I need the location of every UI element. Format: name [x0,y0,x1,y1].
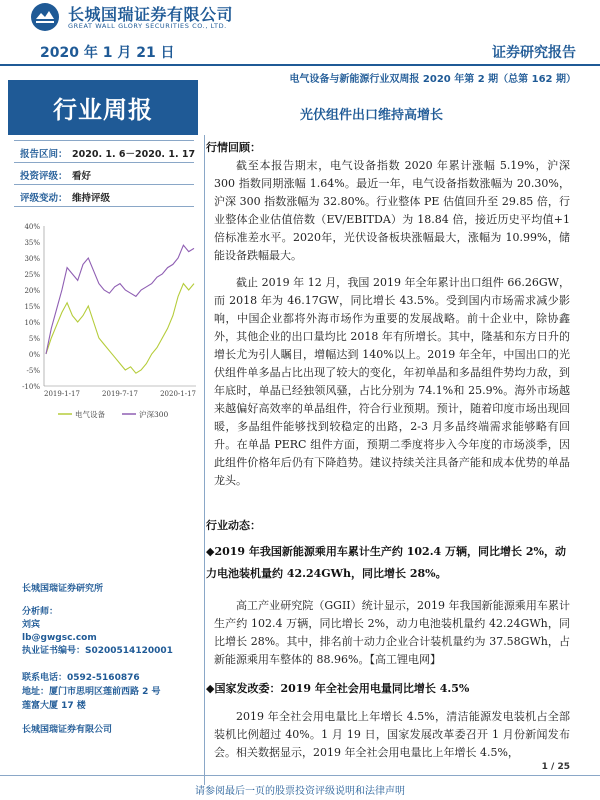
meta-divider [14,184,194,185]
news-1-body: 高工产业研究院（GGII）统计显示，2019 年我国新能源乘用车累计生产约 102.4 万辆，同比增长 2%，动力电池装机量约 42.24GWh，同比增长 28%。其中，排名前十动力企业合计装机量约为 37.58GWh，占新能源乘用车整体的 88.96%。【高工锂电网】 [214,599,570,666]
analyst-email[interactable]: lb@gwgsc.com [22,633,97,643]
y-tick-label: 35% [24,239,40,247]
analyst-cert: 执业证书编号：S0200514120001 [22,646,173,656]
index-performance-chart [14,218,204,428]
meta-divider [14,140,194,141]
meta-change-value: 维持评级 [72,193,111,204]
meta-change-label: 评级变动： [20,193,68,204]
x-tick-label: 2019-1-17 [44,390,80,398]
meta-period-value: 2020. 1. 6－2020. 1. 17 [72,149,196,160]
meta-change [20,190,111,204]
column-divider [204,135,205,785]
meta-divider [14,206,194,207]
contact-address-1: 地址：厦门市思明区莲前西路 2 号 [22,687,161,697]
y-tick-label: 15% [24,303,40,311]
header-divider [0,64,600,66]
contact-address-2: 莲富大厦 17 楼 [22,701,86,711]
company-name-cn: 长城国瑞证券有限公司 [68,5,234,24]
legend-label: 沪深300 [139,410,169,419]
report-series: 电气设备与新能源行业双周报 2020 年第 2 期（总第 162 期） [289,74,576,85]
news-1-title: ◆2019 年我国新能源乘用车累计生产约 102.4 万辆，同比增长 2%，动力电池装机量约 42.24GWh，同比增长 28%。 [206,545,566,580]
y-tick-label: 0% [28,351,40,359]
series-line-1 [46,245,194,354]
footer-divider [0,775,600,776]
meta-rating-label: 投资评级： [20,171,68,182]
page-number: 1 / 25 [541,762,570,772]
x-tick-label: 2019-7-17 [102,390,138,398]
news-section-title: 行业动态： [206,519,261,532]
y-tick-label: 20% [24,287,40,295]
legend-label: 电气设备 [75,410,105,419]
series-line-0 [46,284,194,374]
report-date: 2020 年 1 月 21 日 [40,45,175,61]
contact-phone: 联系电话：0592-5160876 [22,673,140,683]
analyst-name: 刘宾 [22,620,41,630]
y-tick-label: -5% [26,367,40,375]
research-institute: 长城国瑞证券研究所 [22,584,104,594]
y-tick-label: 25% [24,271,40,279]
meta-divider [14,162,194,163]
company-name-en: GREAT WALL GLORY SECURITIES CO., LTD. [68,22,227,30]
meta-rating-value: 看好 [72,171,92,182]
weekly-label: 行业周报 [8,80,198,135]
company-footer-name: 长城国瑞证券有限公司 [22,725,113,735]
meta-period [20,146,196,160]
disclaimer: 请参阅最后一页的股票投资评级说明和法律声明 [195,786,405,797]
meta-rating [20,168,92,182]
y-tick-label: 5% [28,335,40,343]
y-tick-label: 30% [24,255,40,263]
x-tick-label: 2020-1-17 [160,390,196,398]
company-logo-icon [30,2,60,32]
y-tick-label: -10% [22,383,40,391]
y-tick-label: 10% [24,319,40,327]
y-tick-label: 40% [24,223,40,231]
news-2-title: ◆国家发改委：2019 年全社会用电量同比增长 4.5% [206,682,470,695]
review-paragraph-1: 截至本报告期末，电气设备指数 2020 年累计涨幅 5.19%，沪深 300 指数同期涨幅 1.64%。最近一年，电气设备指数涨幅为 20.30%，沪深 300 指数涨幅为 32.80%。行业整体 PE 估值回升至 29.85 倍，行业整体企业估值倍数（EV/EBITDA）为 18.84 倍，接近历史平均值+1 倍标准差水平。2020年，光伏设备板块涨幅最大，涨幅为 10.99%，储能设备跌幅最大。 [214,159,570,262]
meta-period-label: 报告区间： [20,149,68,160]
review-paragraph-2: 截止 2019 年 12 月，我国 2019 年全年累计出口组件 66.26GW，而 2018 年为 46.17GW，同比增长 43.5%。受到国内市场需求减少影响，中国企业都将外海市场作为重要的发展战略。前十企业中，除协鑫外，其他企业的出口量均比 2018 年有所增长。其中，隆基和东方日升的增长尤为引人瞩目，增幅达到 140%以上。2019 年全年，中国出口的光伏组件单多晶占比出现了较大的变化，年初单晶和多晶组件势均力敌，到年底时，单晶已经独领风骚，占比分别为 74.1%和 25.9%。海外市场越来越偏好高效率的单晶组件，符合行业预期。预计，随着印度市场出现回暖，多晶组件能够找到较稳定的出路，2-3 月多晶终端需求能够略有回升。在单晶 PERC 组件方面，预期二季度将步入今年度的市场淡季，因此组件价格年后仍有下降趋势。建议持续关注具备产能和成本优势的单晶龙头。 [214,276,570,487]
report-type: 证券研究报告 [492,45,576,61]
report-headline: 光伏组件出口维持高增长 [300,108,444,123]
analyst-label: 分析师： [22,607,59,617]
news-2-body: 2019 年全社会用电量比上年增长 4.5%，清洁能源发电装机占全部装机比例超过 40%。1 月 19 日，国家发展改革委召开 1 月份新闻发布会。相关数据显示，2019 年全社会用电量比上年增长 4.5%， [214,710,570,759]
review-section-title: 行情回顾： [206,141,261,154]
